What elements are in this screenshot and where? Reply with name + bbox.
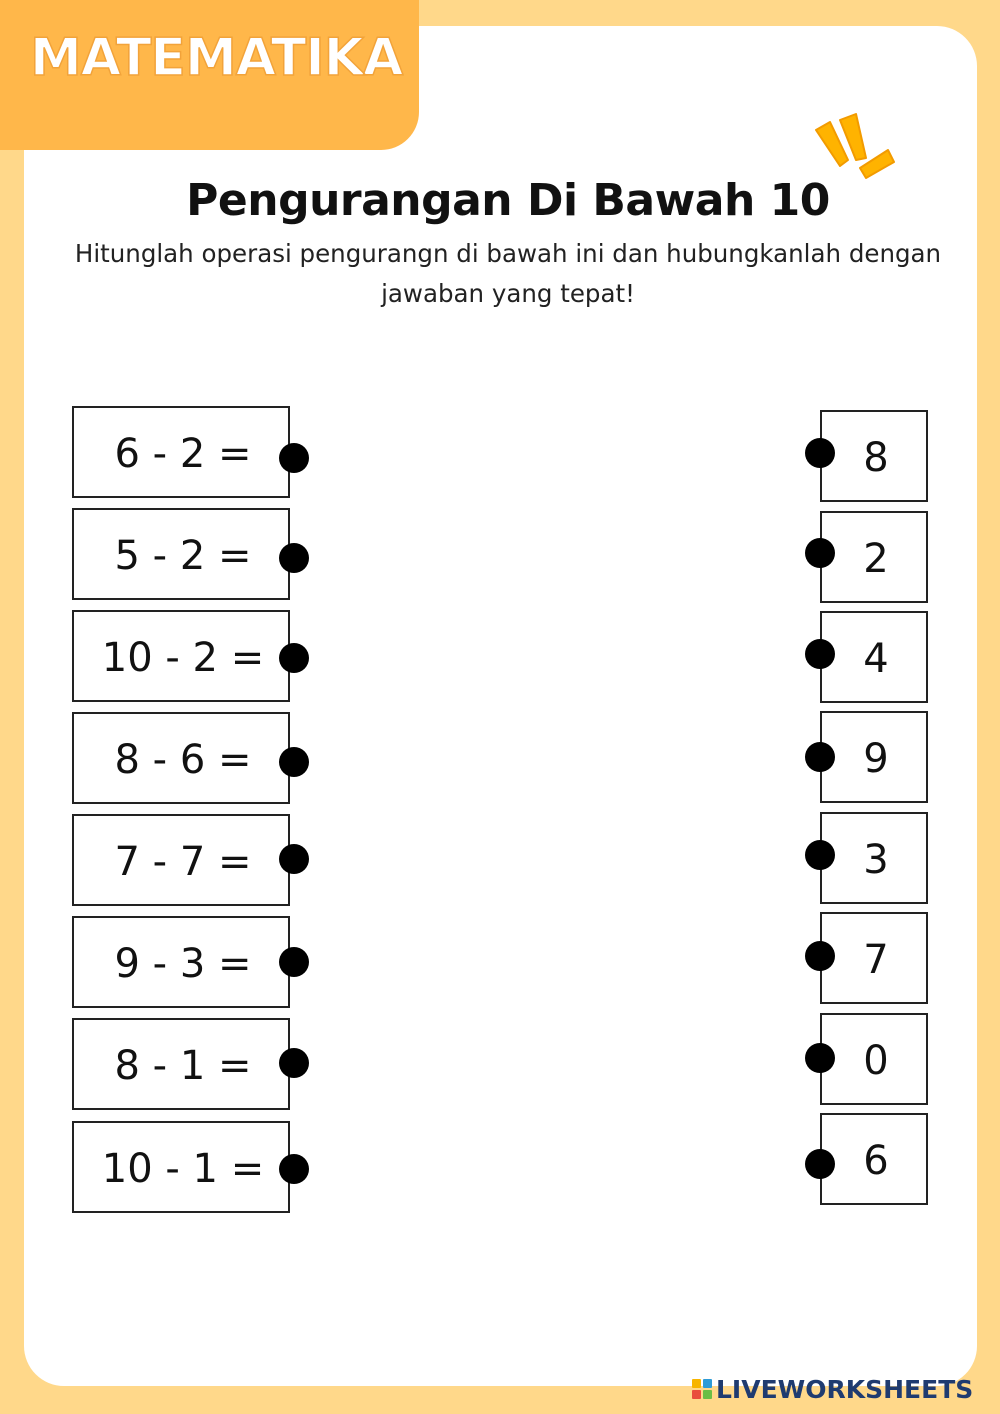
answer-connector-dot[interactable] bbox=[805, 941, 835, 971]
question-connector-dot[interactable] bbox=[279, 947, 309, 977]
answer-box bbox=[820, 410, 928, 502]
answer-connector-dot[interactable] bbox=[805, 742, 835, 772]
question-box bbox=[72, 1018, 290, 1110]
question-connector-dot[interactable] bbox=[279, 643, 309, 673]
question-box bbox=[72, 406, 290, 498]
question-connector-dot[interactable] bbox=[279, 443, 309, 473]
answer-connector-dot[interactable] bbox=[805, 538, 835, 568]
answer-box bbox=[820, 611, 928, 703]
worksheet-title: Pengurangan Di Bawah 10 bbox=[186, 175, 830, 226]
question-connector-dot[interactable] bbox=[279, 543, 309, 573]
answer-box bbox=[820, 1113, 928, 1205]
question-box bbox=[72, 814, 290, 906]
answer-connector-dot[interactable] bbox=[805, 1149, 835, 1179]
answer-connector-dot[interactable] bbox=[805, 1043, 835, 1073]
answer-text: 4 bbox=[863, 636, 889, 682]
question-text: 8 - 6 = bbox=[114, 737, 252, 783]
question-box bbox=[72, 712, 290, 804]
question-text: 10 - 2 = bbox=[101, 635, 265, 681]
liveworksheets-logo-icon bbox=[692, 1379, 712, 1399]
banner-title: MATEMATIKA bbox=[30, 28, 403, 88]
answer-connector-dot[interactable] bbox=[805, 840, 835, 870]
question-text: 6 - 2 = bbox=[114, 431, 252, 477]
question-text: 9 - 3 = bbox=[114, 941, 252, 987]
question-connector-dot[interactable] bbox=[279, 747, 309, 777]
question-text: 7 - 7 = bbox=[114, 839, 252, 885]
question-text: 8 - 1 = bbox=[114, 1043, 252, 1089]
question-box bbox=[72, 508, 290, 600]
question-connector-dot[interactable] bbox=[279, 1048, 309, 1078]
answer-text: 6 bbox=[863, 1138, 889, 1184]
answer-text: 3 bbox=[863, 837, 889, 883]
answer-text: 0 bbox=[863, 1038, 889, 1084]
worksheet-instructions: Hitunglah operasi pengurangn di bawah ini dan hubungkanlah dengan jawaban yang tepat! bbox=[74, 239, 942, 308]
answer-box bbox=[820, 912, 928, 1004]
answer-text: 7 bbox=[863, 937, 889, 983]
liveworksheets-logo bbox=[692, 1374, 973, 1404]
question-connector-dot[interactable] bbox=[279, 844, 309, 874]
question-box bbox=[72, 1121, 290, 1213]
answer-text: 9 bbox=[863, 736, 889, 782]
question-box bbox=[72, 916, 290, 1008]
answer-box bbox=[820, 511, 928, 603]
answer-text: 8 bbox=[863, 435, 889, 481]
question-text: 10 - 1 = bbox=[101, 1146, 265, 1192]
question-box bbox=[72, 610, 290, 702]
header-banner bbox=[0, 0, 419, 150]
logo-text: LIVEWORKSHEETS bbox=[716, 1374, 974, 1404]
answer-text: 2 bbox=[863, 536, 889, 582]
answer-box bbox=[820, 1013, 928, 1105]
answer-connector-dot[interactable] bbox=[805, 639, 835, 669]
answer-box bbox=[820, 812, 928, 904]
question-text: 5 - 2 = bbox=[114, 533, 252, 579]
answer-box bbox=[820, 711, 928, 803]
question-connector-dot[interactable] bbox=[279, 1154, 309, 1184]
answer-connector-dot[interactable] bbox=[805, 438, 835, 468]
